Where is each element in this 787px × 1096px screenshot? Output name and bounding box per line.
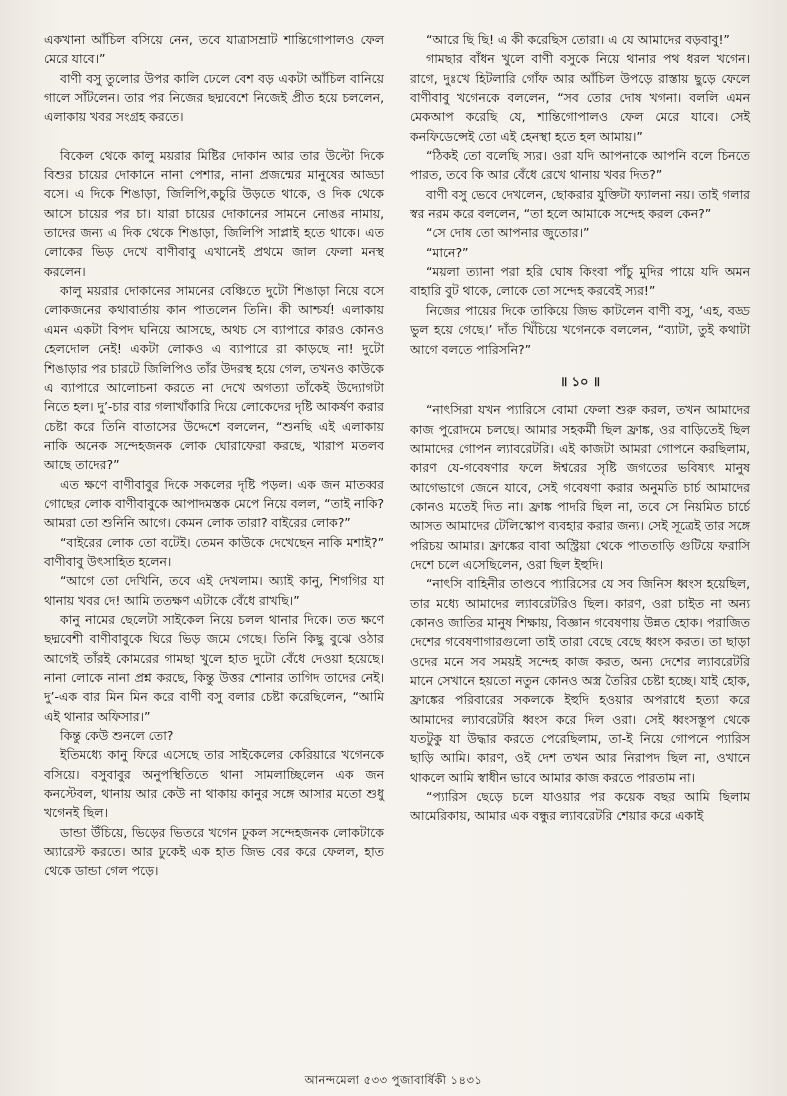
paragraph: কানু নামের ছেলেটা সাইকেল নিয়ে চলল থানার দিকে। তত ক্ষণে ছদ্মবেশী বাণীবাবুকে ঘিরে ভিড় জমে গেছে। তিনি কিছু বুঝে ওঠার আগেই তাঁরই কোমরের গামছা খুলে হাত দুটো বেঁধে দেওয়া হয়েছে। নানা লোকে নানা প্রশ্ন করছে, কিন্তু উত্তর শোনার তাগিদ তাদের নেই। দু’-এক বার মিন মিন করে বাণী বসু বলার চেষ্টা করেছিলেন, “আমি এই থানার অফিসার।” xyxy=(44,611,384,724)
paragraph: “আরে ছি ছি! এ কী করেছিস তোরা। এ যে আমাদের বড়বাবু!” xyxy=(426,32,730,47)
paragraph: কালু ময়রার দোকানের সামনের বেঞ্চিতে দুটো শিঙাড়া নিয়ে বসে লোকজনের কথাবার্তায় কান পাতলেন তিনি। কী আশ্চর্য! এলাকায় এমন একটা বিপদ ঘনিয়ে আসছে, অথচ সে ব্যাপারে কারও কোনও হেলদোল নেই! একটা লোকও এ ব্যাপারে রা কাড়ছে না! দুটো শিঙাড়ার পর চারটে জিলিপিও তাঁর উদরস্থ হয়ে গেল, তখনও কাউকে এ ব্যাপারে আলোচনা করতে না দেখে অগত্যা তাঁকেই উদ্যোগটা নিতে হল। দু’-চার বার গলাখাঁকারি দিয়ে লোকেদের দৃষ্টি আকর্ষণ করার চেষ্টা করে তিনি বাতাসের উদ্দেশে বললেন, “শুনছি এই এলাকায় নাকি অনেক সন্দেহজনক লোক ঘোরাফেরা করছে, খারাপ মতলব আছে তাদের?” xyxy=(44,283,384,473)
paragraph: একখানা আঁচিল বসিয়ে নেন, তবে যাত্রাসম্রাট শান্তিগোপালও ফেল মেরে যাবে।” xyxy=(44,32,384,67)
paragraph: ডান্ডা উঁচিয়ে, ভিড়ের ভিতরে খগেন ঢুকল সন্দেহজনক লোকটাকে অ্যারেস্ট করতে। আর ঢুকেই এক হাত জিভ বের করে ফেলল, হাত থেকে ডান্ডা গেল পড়ে। xyxy=(44,824,384,879)
paragraph: বাণী বসু তুলোর উপর কালি ঢেলে বেশ বড় একটা আঁচিল বানিয়ে গালে সাঁটলেন। তার পর নিজের ছদ্মবেশে নিজেই প্রীত হয়ে চললেন, এলাকায় খবর সংগ্রহ করতে। xyxy=(44,70,384,125)
paragraph: কিন্তু কেউ শুনলে তো? xyxy=(60,728,174,744)
paragraph: বাণী বসু ভেবে দেখলেন, ছোকরার যুক্তিটা ফ্যালনা নয়। তাই গলার স্বর নরম করে বললেন, “তা হলে আমাকে সন্দেহ করল কেন?” xyxy=(410,186,750,222)
paragraph: “সে দোষ তো আপনার জুতোর।” xyxy=(426,225,590,241)
paragraph: এত ক্ষণে বাণীবাবুর দিকে সকলের দৃষ্টি পড়ল। এক জন মাতব্বর গোছের লোক বাণীবাবুকে আপাদমস্তক মেপে নিয়ে বলল, “তাই নাকি? আমরা তো শুনিনি আগে। কেমন লোক তারা? বাইরের লোক?” xyxy=(44,476,384,531)
left-column xyxy=(44,30,384,881)
paragraph: “নাৎসিরা যখন প্যারিসে বোমা ফেলা শুরু করল, তখন আমাদের কাজ পুরোদমে চলছে। আমার সহকর্মী ছিল ফ্রাঙ্ক, ওর বাড়িতেই ছিল আমাদের গোপন ল্যাবরেটরি। এই কাজটা আমরা গোপনে করছিলাম, কারণ যে-গবেষণার ফলে ঈশ্বরের সৃষ্টি জগতের ভবিষ্যৎ মানুষ আগেভাগে জেনে যাবে, সেই গবেষণা করার অনুমতি চার্চ আমাদের কোনও মতেই দিত না। ফ্রাঙ্ক পাদরি ছিল না, তবে সে নিয়মিত চার্চে আসত আমাদের টেলিস্কোপ ব্যবহার করার জন্য। সেই সূত্রেই তার সঙ্গে পরিচয় আমার। ফ্রাঙ্কের বাবা অস্ট্রিয়া থেকে পাততাড়ি গুটিয়ে ফরাসি দেশে চলে এসেছিলেন, ওরা ছিল ইহুদি। xyxy=(410,402,750,572)
paragraph: “আগে তো দেখিনি, তবে এই দেখলাম। অ্যাই কানু, শিগগির যা থানায় খবর দে! আমি ততক্ষণ এটাকে বেঁধে রাখছি।” xyxy=(44,573,384,608)
paragraph: “ময়লা ত্যানা পরা হরি ঘোষ কিংবা পাঁচু মুদির পায়ে যদি অমন বাহারি বুট থাকে, লোকে তো সন্দেহ করবেই স্যর!” xyxy=(410,264,750,299)
chapter-marker: ॥ ১০ ॥ xyxy=(559,374,601,390)
paragraph: ইতিমধ্যে কানু ফিরে এসেছে তার সাইকেলের কেরিয়ারে খগেনকে বসিয়ে। বসুবাবুর অনুপস্থিতিতে থানা সামলাচ্ছিলেন এক জন কনস্টেবল, থানায় আর কেউ না থাকায় কানুর সঙ্গে আসার মতো শুধু খগেনই ছিল। xyxy=(44,747,384,821)
paragraph: “মানে?” xyxy=(426,244,469,260)
paragraph: “প্যারিস ছেড়ে চলে যাওয়ার পর কয়েক বছর আমি ছিলাম আমেরিকায়, আমার এক বন্ধুর ল্যাবরেটরি শেয়ার করে একাই xyxy=(410,789,750,824)
right-column xyxy=(410,30,750,826)
right-column-top-text xyxy=(410,30,750,359)
page-footer: আনন্দমেলা ৫৩৩ পুজাবার্ষিকী ১৪৩১ xyxy=(304,1073,483,1087)
paragraph: “ঠিকই তো বলেছি স্যর। ওরা যদি আপনাকে আপনি বলে চিনতে পারত, তবে কি আর বেঁধে রেখে থানায় খবর দিত?” xyxy=(410,148,750,183)
paragraph: “বাইরের লোক তো বটেই। তেমন কাউকে দেখেছেন নাকি মশাই?” বাণীবাবু উৎসাহিত হলেন। xyxy=(44,534,384,569)
right-column-bottom-text xyxy=(410,400,750,826)
paragraph: গামছার বাঁধন খুলে বাণী বসুকে নিয়ে থানার পথ ধরল খগেন। রাগে, দুঃখে হিটলারি গোঁফ আর আঁচিল উপড়ে রাস্তায় ছুড়ে ফেলে বাণীবাবু খগেনকে বললেন, “সব তোর দোষ খগনা। বললি এমন মেকআপ করেছি যে, শান্তিগোপালও ফেল মেরে যাবে। সেই কনফিডেন্সেই তো এই হেনস্থা হতে হল আমায়।” xyxy=(410,51,750,144)
paragraph: বিকেল থেকে কালু ময়রার মিষ্টির দোকান আর তার উল্টো দিকে বিশুর চায়ের দোকানে নানা পেশার, নানা প্রজন্মের মানুষের আড্ডা বসে। এ দিকে শিঙাড়া, জিলিপি,কচুরি উড়তে থাকে, ও দিক থেকে আসে চায়ের পর চা। যারা চায়ের দোকানের সামনে নোঙর নামায়, তাদের জন্য এ দিক থেকে শিঙাড়া, জিলিপি সাপ্লাই হতে থাকে। এত লোকের ভিড় দেখে বাণীবাবু এখানেই প্রথমে জাল ফেলা মনস্থ করলেন। xyxy=(44,147,384,279)
paragraph: নিজের পায়ের দিকে তাকিয়ে জিভ কাটলেন বাণী বসু, ‘এহ, বড্ড ভুল হয়ে গেছে।’ দাঁত খিঁচিয়ে খগেনকে বললেন, “ব্যাটা, তুই কথাটা আগে বলতে পারিসনি?” xyxy=(410,302,750,357)
paragraph: “নাৎসি বাহিনীর তাণ্ডবে প্যারিসের যে সব জিনিস ধ্বংস হয়েছিল, তার মধ্যে আমাদের ল্যাবরেটরিও ছিল। কারণ, ওরা চাইত না অন্য কোনও জাতির মানুষ শিক্ষায়, বিজ্ঞান গবেষণায় উন্নত হোক। পরাজিত দেশের গবেষণাগারগুলো তাই তারা বেছে বেছে ধ্বংস করত। তা ছাড়া ওদের মনে সব সময়ই সন্দেহ কাজ করত, অন্য দেশের ল্যাবরেটরি মানে সেখানে হয়তো নতুন কোনও অস্ত্র তৈরির চেষ্টা হচ্ছে। যাই হোক, ফ্রাঙ্কের পরিবারের সকলকে ইহুদি হওয়ার অপরাধে হত্যা করে আমাদের ল্যাবরেটরি ধ্বংস করে দিল ওরা। সেই ধ্বংসস্তূপ থেকে যতটুকু যা উদ্ধার করতে পেরেছিলাম, তা-ই নিয়ে গোপনে প্যারিস ছাড়ি আমি। কারণ, ওই দেশ তখন আর নিরাপদ ছিল না, ওখানে থাকলে আমি স্বাধীন ভাবে আমার কাজ করতে পারতাম না। xyxy=(410,576,750,785)
